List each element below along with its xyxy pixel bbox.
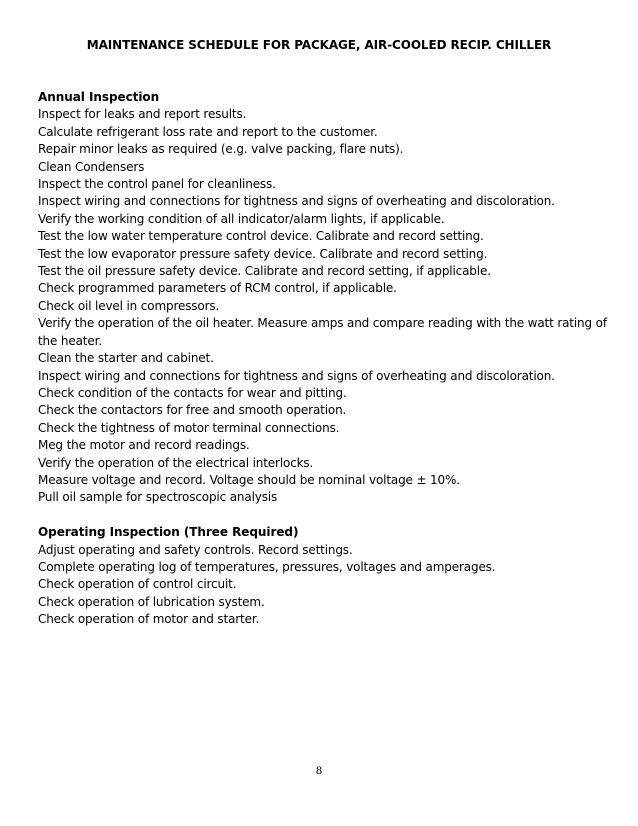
list-item: Check the tightness of motor terminal connections. (38, 420, 340, 435)
annual-inspection-list (38, 106, 613, 506)
list-item: Meg the motor and record readings. (38, 438, 250, 453)
list-item: Test the oil pressure safety device. Calibrate and record setting, if applicable. (38, 264, 491, 279)
list-item: Inspect the control panel for cleanliness. (38, 177, 276, 192)
page-number: 8 (316, 763, 322, 777)
list-item: Check the contactors for free and smooth operation. (38, 403, 347, 418)
list-item: Verify the operation of the electrical interlocks. (38, 455, 314, 470)
section-spacer (38, 507, 613, 524)
page-title: MAINTENANCE SCHEDULE FOR PACKAGE, AIR-COOLED RECIP. CHILLER (86, 38, 552, 52)
list-item: Check condition of the contacts for wear and pitting. (38, 385, 347, 400)
list-item: Inspect for leaks and report results. (38, 107, 247, 122)
list-item: Repair minor leaks as required (e.g. valve packing, flare nuts). (38, 142, 404, 157)
list-item: Calculate refrigerant loss rate and report to the customer. (38, 124, 378, 139)
list-item: Clean Condensers (38, 159, 145, 174)
list-item: Check operation of lubrication system. (38, 594, 265, 609)
list-item: Test the low water temperature control device. Calibrate and record setting. (38, 229, 484, 244)
document-body (38, 89, 613, 629)
list-item: Pull oil sample for spectroscopic analysis (38, 490, 278, 505)
annual-inspection-heading: Annual Inspection (38, 90, 160, 104)
list-item: Check operation of control circuit. (38, 577, 237, 592)
list-item: Adjust operating and safety controls. Record settings. (38, 542, 353, 557)
list-item: Inspect wiring and connections for tightness and signs of overheating and discoloration. (38, 194, 555, 209)
list-item: Verify the operation of the oil heater. Measure amps and compare reading with the watt rating of the heater. (38, 316, 607, 348)
list-item: Verify the working condition of all indicator/alarm lights, if applicable. (38, 211, 445, 226)
list-item: Check operation of motor and starter. (38, 612, 260, 627)
list-item: Clean the starter and cabinet. (38, 351, 214, 366)
list-item: Inspect wiring and connections for tightness and signs of overheating and discoloration. (38, 368, 555, 383)
list-item: Check oil level in compressors. (38, 298, 220, 313)
list-item: Check programmed parameters of RCM control, if applicable. (38, 281, 397, 296)
operating-inspection-list (38, 542, 613, 629)
operating-inspection-heading: Operating Inspection (Three Required) (38, 525, 299, 540)
list-item: Complete operating log of temperatures, pressures, voltages and amperages. (38, 559, 496, 574)
list-item: Test the low evaporator pressure safety device. Calibrate and record setting. (38, 246, 488, 261)
list-item: Measure voltage and record. Voltage should be nominal voltage ± 10%. (38, 472, 460, 487)
